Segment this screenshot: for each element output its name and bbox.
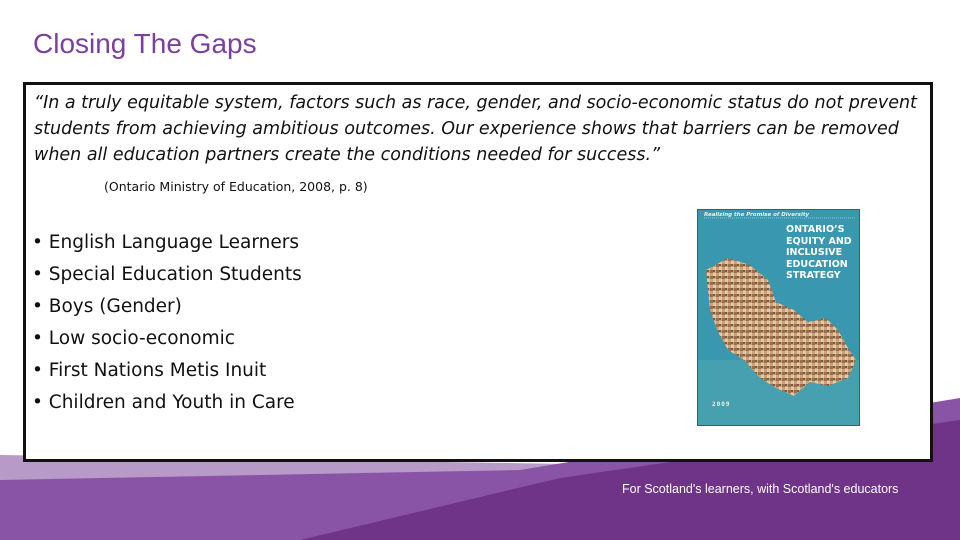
bullet-list — [32, 227, 302, 419]
cover-year: 2009 — [712, 401, 731, 408]
list-item: • English Language Learners — [32, 232, 299, 253]
list-item: • Boys (Gender) — [32, 296, 182, 317]
quote-text: “In a truly equitable system, factors such as race, gender, and socio-economic status do not prevent students from achieving ambitious outcomes. Our experience shows that barriers can be removed when all education partners create the conditions needed for success.” — [34, 93, 917, 165]
strategy-cover-image — [697, 209, 860, 426]
footer-tagline: For Scotland's learners, with Scotland's educators — [622, 482, 899, 496]
list-item: • Special Education Students — [32, 264, 302, 285]
cover-title: ONTARIO’S EQUITY AND INCLUSIVE EDUCATION STRATEGY — [786, 224, 852, 281]
list-item: • First Nations Metis Inuit — [32, 360, 267, 381]
citation-text: (Ontario Ministry of Education, 2008, p. 8) — [104, 179, 368, 194]
page-title: Closing The Gaps — [33, 28, 257, 59]
content-box — [23, 82, 933, 462]
cover-subtitle: Realizing the Promise of Diversity — [704, 212, 810, 218]
list-item: • Low socio-economic — [32, 328, 235, 349]
list-item: • Children and Youth in Care — [32, 392, 295, 413]
